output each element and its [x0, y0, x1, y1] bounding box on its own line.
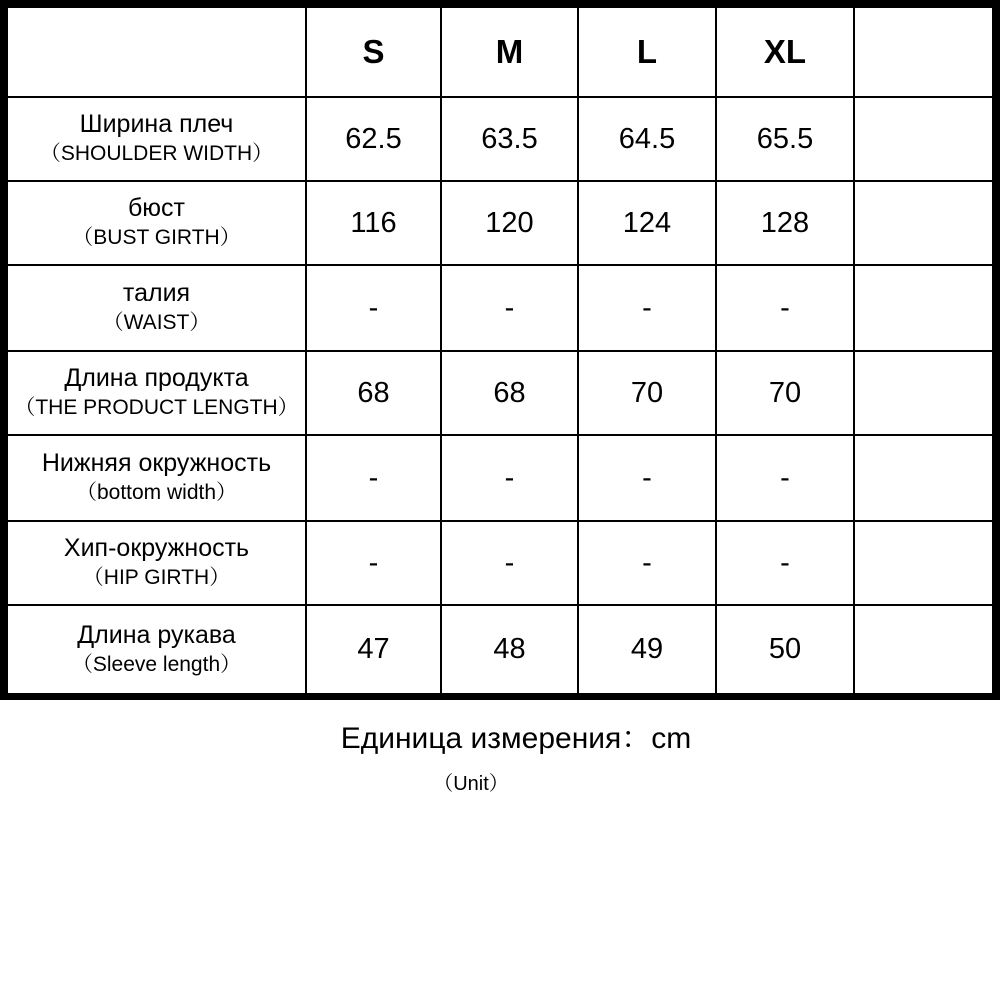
- value-cell-xl: -: [716, 521, 854, 605]
- row-label: Хип-окружность: [63, 534, 250, 562]
- value-cell-l: 70: [578, 351, 716, 435]
- value-cell-l: 64.5: [578, 97, 716, 181]
- empty-cell: [854, 181, 992, 265]
- row-label-cell: [8, 605, 306, 693]
- table-row: [8, 435, 992, 521]
- value-cell-l: -: [578, 435, 716, 521]
- value-cell-s: 68: [306, 351, 441, 435]
- value-cell-m: -: [441, 521, 578, 605]
- row-label-cell: [8, 351, 306, 435]
- row-sublabel: （bottom width）: [75, 481, 238, 504]
- size-header-m: M: [441, 8, 578, 97]
- value-cell-s: 62.5: [306, 97, 441, 181]
- row-label-cell: [8, 265, 306, 351]
- header-row: [8, 8, 992, 97]
- value-cell-m: -: [441, 435, 578, 521]
- row-label-cell: [8, 97, 306, 181]
- table-row: [8, 351, 992, 435]
- size-table-body: [8, 8, 992, 693]
- row-sublabel: （Sleeve length）: [71, 652, 242, 676]
- row-sublabel: （SHOULDER WIDTH）: [39, 142, 274, 165]
- value-cell-l: -: [578, 265, 716, 351]
- value-cell-m: 68: [441, 351, 578, 435]
- value-cell-xl: 128: [716, 181, 854, 265]
- value-cell-s: 116: [306, 181, 441, 265]
- unit-label: Единица измерения：cm: [340, 722, 692, 755]
- empty-cell: [854, 265, 992, 351]
- row-sublabel: （THE PRODUCT LENGTH）: [14, 396, 299, 419]
- value-cell-s: -: [306, 435, 441, 521]
- empty-cell: [854, 605, 992, 693]
- row-label: Длина рукава: [77, 620, 236, 649]
- value-cell-s: 47: [306, 605, 441, 693]
- value-cell-s: -: [306, 265, 441, 351]
- value-cell-m: 120: [441, 181, 578, 265]
- table-row: [8, 97, 992, 181]
- size-chart-table: [8, 8, 992, 693]
- value-cell-xl: 65.5: [716, 97, 854, 181]
- row-label: Нижняя окружность: [41, 449, 272, 477]
- row-sublabel: （WAIST）: [102, 311, 211, 334]
- row-label-cell: [8, 521, 306, 605]
- empty-header-cell: [854, 8, 992, 97]
- empty-cell: [854, 351, 992, 435]
- size-header-xl: XL: [716, 8, 854, 97]
- value-cell-xl: 50: [716, 605, 854, 693]
- table-row: [8, 605, 992, 693]
- value-cell-xl: -: [716, 435, 854, 521]
- value-cell-xl: -: [716, 265, 854, 351]
- table-row: [8, 265, 992, 351]
- value-cell-s: -: [306, 521, 441, 605]
- row-label: Ширина плеч: [79, 110, 234, 138]
- row-sublabel: （BUST GIRTH）: [72, 226, 241, 249]
- value-cell-l: -: [578, 521, 716, 605]
- value-cell-m: 63.5: [441, 97, 578, 181]
- empty-cell: [854, 435, 992, 521]
- corner-cell: [8, 8, 306, 97]
- row-label: талия: [122, 279, 191, 307]
- empty-cell: [854, 521, 992, 605]
- row-label: бюст: [127, 194, 186, 222]
- row-sublabel: （HIP GIRTH）: [82, 566, 231, 589]
- size-header-s: S: [306, 8, 441, 97]
- value-cell-m: 48: [441, 605, 578, 693]
- unit-sublabel: （Unit）: [433, 773, 509, 795]
- value-cell-l: 124: [578, 181, 716, 265]
- size-header-l: L: [578, 8, 716, 97]
- row-label: Длина продукта: [64, 364, 249, 392]
- table-row: [8, 181, 992, 265]
- value-cell-xl: 70: [716, 351, 854, 435]
- row-label-cell: [8, 181, 306, 265]
- value-cell-m: -: [441, 265, 578, 351]
- empty-cell: [854, 97, 992, 181]
- row-label-cell: [8, 435, 306, 521]
- table-row: [8, 521, 992, 605]
- value-cell-l: 49: [578, 605, 716, 693]
